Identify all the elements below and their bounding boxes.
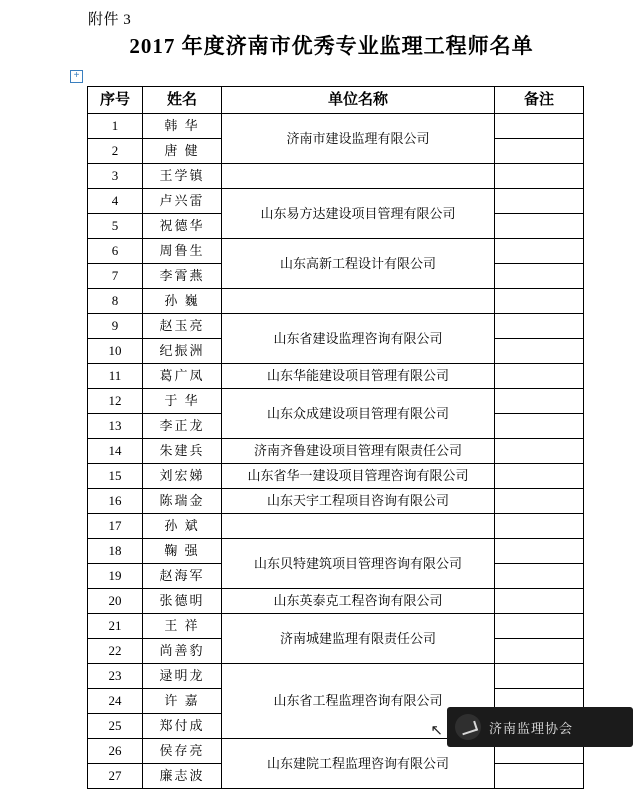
cell-seq: 6 bbox=[88, 239, 143, 264]
cell-seq: 15 bbox=[88, 464, 143, 489]
cell-remark bbox=[495, 614, 584, 639]
cell-name: 王学镇 bbox=[143, 164, 222, 189]
roster-table-body bbox=[88, 114, 584, 789]
attachment-label: 附件 3 bbox=[88, 12, 132, 28]
roster-table bbox=[87, 86, 584, 789]
watermark-label: 济南监理协会 bbox=[489, 720, 574, 736]
cell-seq: 19 bbox=[88, 564, 143, 589]
cell-name: 刘宏娣 bbox=[143, 464, 222, 489]
table-row bbox=[88, 289, 584, 314]
table-row bbox=[88, 239, 584, 264]
column-header-seq: 序号 bbox=[88, 87, 143, 114]
cell-name: 孙 巍 bbox=[143, 289, 222, 314]
cell-remark bbox=[495, 264, 584, 289]
cell-seq: 23 bbox=[88, 664, 143, 689]
cell-name: 王 祥 bbox=[143, 614, 222, 639]
table-row bbox=[88, 189, 584, 214]
watermark-badge bbox=[447, 707, 633, 747]
cell-name: 祝德华 bbox=[143, 214, 222, 239]
table-row bbox=[88, 389, 584, 414]
cell-unit: 济南市建设监理有限公司 bbox=[222, 114, 495, 164]
cell-remark bbox=[495, 489, 584, 514]
cell-seq: 8 bbox=[88, 289, 143, 314]
cell-unit: 山东易方达建设项目管理有限公司 bbox=[222, 189, 495, 239]
cell-name: 唐 健 bbox=[143, 139, 222, 164]
cell-name: 赵玉亮 bbox=[143, 314, 222, 339]
cell-name: 韩 华 bbox=[143, 114, 222, 139]
cell-seq: 27 bbox=[88, 764, 143, 789]
cell-remark bbox=[495, 539, 584, 564]
cell-seq: 18 bbox=[88, 539, 143, 564]
cell-seq: 22 bbox=[88, 639, 143, 664]
table-row bbox=[88, 439, 584, 464]
cell-name: 张德明 bbox=[143, 589, 222, 614]
cell-remark bbox=[495, 514, 584, 539]
cell-remark bbox=[495, 414, 584, 439]
cell-unit: 山东华能建设项目管理有限公司 bbox=[222, 364, 495, 389]
cell-remark bbox=[495, 189, 584, 214]
association-logo-icon bbox=[455, 714, 481, 740]
table-row bbox=[88, 514, 584, 539]
cell-remark bbox=[495, 239, 584, 264]
cell-unit bbox=[222, 514, 495, 539]
table-row bbox=[88, 114, 584, 139]
cell-name: 尚善豹 bbox=[143, 639, 222, 664]
column-header-unit: 单位名称 bbox=[222, 87, 495, 114]
cell-seq: 26 bbox=[88, 739, 143, 764]
cell-unit bbox=[222, 289, 495, 314]
cell-name: 李霄燕 bbox=[143, 264, 222, 289]
page-title: 2017 年度济南市优秀专业监理工程师名单 bbox=[129, 34, 534, 58]
cell-seq: 12 bbox=[88, 389, 143, 414]
cell-unit bbox=[222, 164, 495, 189]
table-row bbox=[88, 489, 584, 514]
cell-seq: 4 bbox=[88, 189, 143, 214]
cell-remark bbox=[495, 764, 584, 789]
cell-name: 周鲁生 bbox=[143, 239, 222, 264]
table-row bbox=[88, 164, 584, 189]
cell-remark bbox=[495, 139, 584, 164]
cell-name: 朱建兵 bbox=[143, 439, 222, 464]
cell-remark bbox=[495, 589, 584, 614]
watermark-arrow-icon: ↖ bbox=[430, 722, 443, 739]
cell-unit: 山东建院工程监理咨询有限公司 bbox=[222, 739, 495, 789]
column-header-remark: 备注 bbox=[495, 87, 584, 114]
cell-seq: 2 bbox=[88, 139, 143, 164]
cell-seq: 20 bbox=[88, 589, 143, 614]
table-row bbox=[88, 589, 584, 614]
cell-name: 廉志波 bbox=[143, 764, 222, 789]
cell-remark bbox=[495, 564, 584, 589]
roster-table-wrap bbox=[87, 86, 579, 789]
cell-name: 葛广凤 bbox=[143, 364, 222, 389]
cell-name: 陈瑞金 bbox=[143, 489, 222, 514]
cell-remark bbox=[495, 339, 584, 364]
cell-remark bbox=[495, 439, 584, 464]
cell-remark bbox=[495, 164, 584, 189]
cell-unit: 山东省华一建设项目管理咨询有限公司 bbox=[222, 464, 495, 489]
cell-seq: 9 bbox=[88, 314, 143, 339]
cell-remark bbox=[495, 314, 584, 339]
cell-remark bbox=[495, 639, 584, 664]
outline-expand-icon[interactable]: + bbox=[70, 70, 83, 83]
table-row bbox=[88, 664, 584, 689]
cell-remark bbox=[495, 664, 584, 689]
cell-seq: 10 bbox=[88, 339, 143, 364]
cell-remark bbox=[495, 464, 584, 489]
cell-name: 侯存亮 bbox=[143, 739, 222, 764]
cell-unit: 山东众成建设项目管理有限公司 bbox=[222, 389, 495, 439]
cell-unit: 济南齐鲁建设项目管理有限责任公司 bbox=[222, 439, 495, 464]
cell-seq: 16 bbox=[88, 489, 143, 514]
table-row bbox=[88, 464, 584, 489]
cell-unit: 济南城建监理有限责任公司 bbox=[222, 614, 495, 664]
cell-remark bbox=[495, 364, 584, 389]
cell-remark bbox=[495, 289, 584, 314]
cell-unit: 山东英泰克工程咨询有限公司 bbox=[222, 589, 495, 614]
cell-remark bbox=[495, 214, 584, 239]
cell-seq: 14 bbox=[88, 439, 143, 464]
cell-seq: 7 bbox=[88, 264, 143, 289]
cell-seq: 3 bbox=[88, 164, 143, 189]
table-row bbox=[88, 539, 584, 564]
cell-seq: 25 bbox=[88, 714, 143, 739]
cell-unit: 山东高新工程设计有限公司 bbox=[222, 239, 495, 289]
column-header-name: 姓名 bbox=[143, 87, 222, 114]
cell-name: 许 嘉 bbox=[143, 689, 222, 714]
cell-unit: 山东省工程监理咨询有限公司 bbox=[222, 664, 495, 739]
cell-name: 李正龙 bbox=[143, 414, 222, 439]
cell-name: 卢兴雷 bbox=[143, 189, 222, 214]
cell-seq: 17 bbox=[88, 514, 143, 539]
cell-unit: 山东天宇工程项目咨询有限公司 bbox=[222, 489, 495, 514]
cell-seq: 21 bbox=[88, 614, 143, 639]
cell-name: 鞠 强 bbox=[143, 539, 222, 564]
cell-name: 纪振洲 bbox=[143, 339, 222, 364]
cell-name: 于 华 bbox=[143, 389, 222, 414]
cell-seq: 11 bbox=[88, 364, 143, 389]
cell-seq: 1 bbox=[88, 114, 143, 139]
cell-name: 郑付成 bbox=[143, 714, 222, 739]
table-header-row bbox=[88, 87, 584, 114]
cell-remark bbox=[495, 389, 584, 414]
cell-name: 逯明龙 bbox=[143, 664, 222, 689]
cell-remark bbox=[495, 114, 584, 139]
cell-name: 孙 斌 bbox=[143, 514, 222, 539]
table-row bbox=[88, 364, 584, 389]
cell-seq: 5 bbox=[88, 214, 143, 239]
table-row bbox=[88, 614, 584, 639]
cell-unit: 山东贝特建筑项目管理咨询有限公司 bbox=[222, 539, 495, 589]
table-row bbox=[88, 314, 584, 339]
cell-seq: 13 bbox=[88, 414, 143, 439]
cell-name: 赵海军 bbox=[143, 564, 222, 589]
cell-seq: 24 bbox=[88, 689, 143, 714]
cell-unit: 山东省建设监理咨询有限公司 bbox=[222, 314, 495, 364]
